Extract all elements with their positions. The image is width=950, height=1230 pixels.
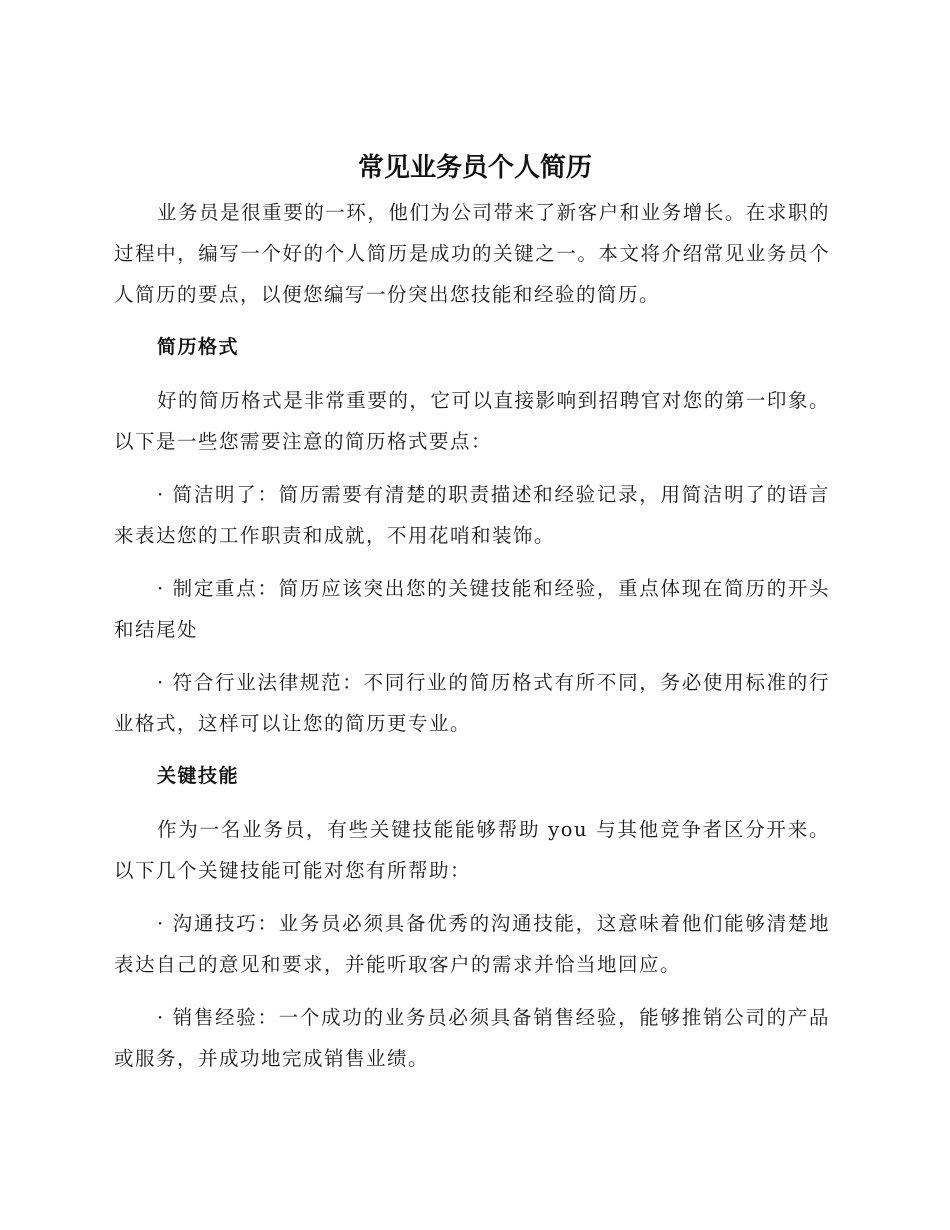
skills-bullet-sales: · 销售经验：一个成功的业务员必须具备销售经验，能够推销公司的产品或服务，并成功地完成销售业绩。 (114, 1006, 830, 1070)
format-bullet-concise: · 简洁明了：简历需要有清楚的职责描述和经验记录，用简洁明了的语言来表达您的工作职责和成就，不用花哨和装饰。 (114, 483, 830, 547)
skills-bullet-communication: · 沟通技巧：业务员必须具备优秀的沟通技能，这意味着他们能够清楚地表达自己的意见和要求，并能听取客户的需求并恰当地回应。 (114, 912, 830, 976)
format-bullet-industry: · 符合行业法律规范：不同行业的简历格式有所不同，务必使用标准的行业格式，这样可以让您的简历更专业。 (114, 671, 830, 735)
format-paragraph: 好的简历格式是非常重要的，它可以直接影响到招聘官对您的第一印象。以下是一些您需要注意的简历格式要点： (114, 389, 830, 453)
document-body (114, 192, 830, 1079)
intro-paragraph: 业务员是很重要的一环，他们为公司带来了新客户和业务增长。在求职的过程中，编写一个好的个人简历是成功的关键之一。本文将介绍常见业务员个人简历的要点，以便您编写一份突出您技能和经验的简历。 (114, 201, 830, 306)
section-heading-format: 简历格式 (157, 336, 240, 358)
skills-paragraph: 作为一名业务员，有些关键技能能够帮助 you 与其他竞争者区分开来。以下几个关键技能可能对您有所帮助： (114, 818, 830, 882)
format-bullet-focus: · 制定重点：简历应该突出您的关键技能和经验，重点体现在简历的开头和结尾处 (114, 577, 830, 641)
section-heading-skills: 关键技能 (157, 765, 240, 787)
document-title: 常见业务员个人简历 (357, 153, 592, 183)
